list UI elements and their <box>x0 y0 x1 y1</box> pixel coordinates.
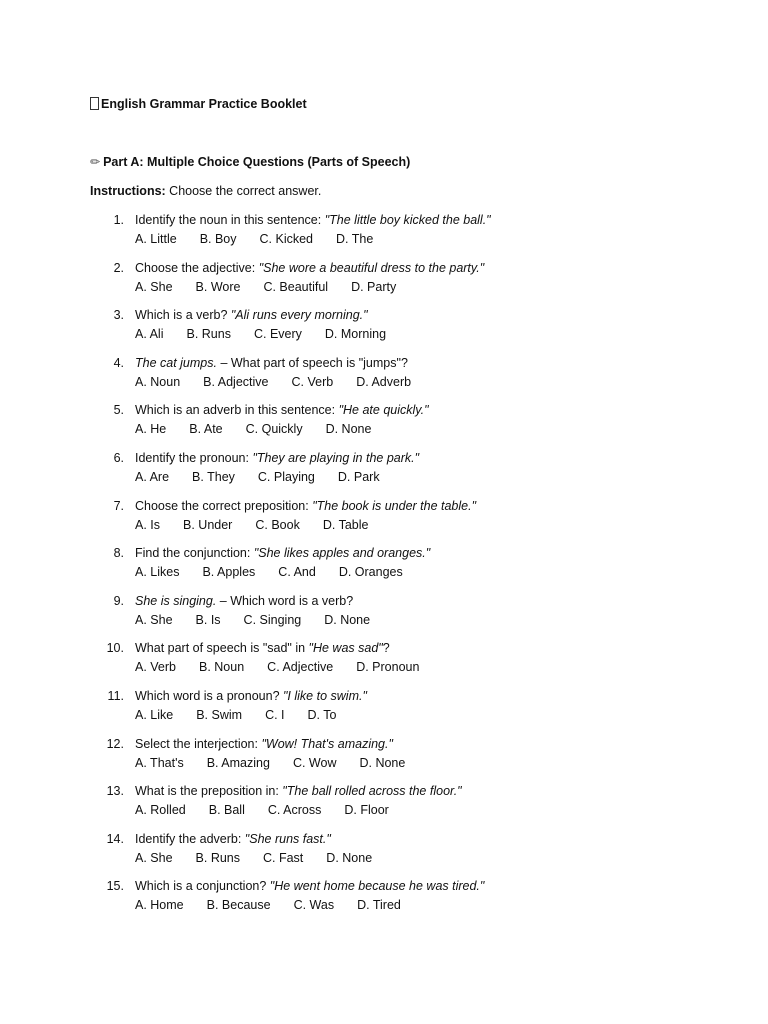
question-stem <box>135 306 678 324</box>
question-text: Which is a conjunction? <box>135 879 270 894</box>
answer-option: A. Little <box>135 232 177 246</box>
answer-option: A. She <box>135 850 173 865</box>
question-number: 11. <box>107 688 124 703</box>
answer-option: A. Noun <box>135 374 181 389</box>
answer-option: C. Was <box>293 898 335 913</box>
doc-title <box>90 95 678 113</box>
answer-option: C. Playing <box>257 469 315 484</box>
question-quote: "They are playing in the park." <box>252 450 420 465</box>
answer-option: D. None <box>359 755 406 770</box>
answer-option: C. Every <box>253 327 302 342</box>
pencil-icon: ✏ <box>90 155 101 169</box>
answer-option: B. Adjective <box>203 374 269 389</box>
answer-option: D. Floor <box>344 803 389 818</box>
answer-option: B. They <box>192 469 235 484</box>
question-text: Choose the correct preposition: <box>135 498 313 513</box>
answer-option: A. Verb <box>135 660 176 675</box>
question-text-tail: – What part of speech is "jumps"? <box>216 355 408 370</box>
question-item <box>90 877 678 925</box>
question-quote: "He went home because he was tired." <box>269 879 485 894</box>
question-text: Identify the adverb: <box>135 831 245 846</box>
answer-option: C. I <box>265 707 285 722</box>
answer-options <box>135 516 678 534</box>
question-text: Identify the pronoun: <box>135 450 253 465</box>
answer-option: C. Singing <box>243 612 302 627</box>
question-item <box>90 687 678 735</box>
question-item <box>90 639 678 687</box>
answer-option: A. Are <box>135 469 170 484</box>
question-item <box>90 830 678 878</box>
question-number: 10. <box>106 641 124 656</box>
answer-options <box>135 278 678 296</box>
answer-option: B. Because <box>206 898 271 913</box>
question-item <box>90 259 678 307</box>
answer-option: A. Ali <box>135 327 164 342</box>
answer-option: A. Rolled <box>135 803 186 818</box>
question-text: Select the interjection: <box>135 736 262 751</box>
answer-options <box>135 896 678 914</box>
question-stem <box>135 782 678 800</box>
answer-option: B. Ball <box>208 803 245 818</box>
answer-option: B. Boy <box>199 232 237 246</box>
question-stem <box>135 639 678 657</box>
question-number: 7. <box>113 498 124 513</box>
question-quote: "The little boy kicked the ball." <box>324 213 491 227</box>
answer-options <box>135 563 678 581</box>
question-quote: "I like to swim." <box>283 688 367 703</box>
question-number: 9. <box>113 593 124 608</box>
answer-option: A. Like <box>135 707 174 722</box>
answer-option: C. And <box>278 565 316 580</box>
answer-option: C. Book <box>255 517 300 532</box>
answer-option: C. Kicked <box>259 232 314 246</box>
answer-options <box>135 420 678 438</box>
answer-option: C. Across <box>267 803 322 818</box>
question-item <box>90 497 678 545</box>
question-number: 4. <box>113 355 124 370</box>
answer-option: B. Wore <box>195 279 241 294</box>
answer-option: D. Tired <box>357 898 401 913</box>
answer-option: D. Pronoun <box>356 660 420 675</box>
answer-option: D. Morning <box>324 327 387 342</box>
answer-option: D. Park <box>337 469 380 484</box>
answer-option: D. Party <box>351 279 397 294</box>
question-number: 1. <box>113 213 124 227</box>
section-title-text: Part A: Multiple Choice Questions (Parts of Speech) <box>103 155 411 169</box>
answer-options <box>135 801 678 819</box>
instructions-label: Instructions: <box>90 184 166 198</box>
question-number: 6. <box>113 450 124 465</box>
question-quote: "The ball rolled across the floor." <box>282 784 462 799</box>
question-item <box>90 306 678 354</box>
question-stem <box>135 449 678 467</box>
question-text: Find the conjunction: <box>135 546 254 561</box>
question-number: 12. <box>106 736 124 751</box>
question-number: 14. <box>106 831 124 846</box>
answer-options <box>135 373 678 391</box>
question-stem <box>135 354 678 372</box>
answer-option: A. Home <box>135 898 184 913</box>
question-stem <box>135 497 678 515</box>
answer-option: B. Noun <box>199 660 245 675</box>
question-text-tail: – Which word is a verb? <box>216 593 354 608</box>
answer-option: D. Table <box>322 517 369 532</box>
instructions-text: Choose the correct answer. <box>165 184 322 198</box>
question-stem <box>135 544 678 562</box>
question-quote: She is singing. <box>135 593 217 608</box>
answer-option: C. Quickly <box>245 422 303 437</box>
question-text: What part of speech is "sad" in <box>135 641 309 656</box>
question-quote: "She runs fast." <box>244 831 331 846</box>
question-item <box>90 401 678 449</box>
answer-option: C. Wow <box>292 755 337 770</box>
question-text: Which is a verb? <box>135 308 231 323</box>
answer-option: B. Runs <box>195 850 240 865</box>
instructions <box>90 182 678 200</box>
question-number: 2. <box>113 260 124 275</box>
answer-option: B. Amazing <box>206 755 270 770</box>
question-text: Choose the adjective: <box>135 260 259 275</box>
answer-option: B. Swim <box>196 707 243 722</box>
question-text: What is the preposition in: <box>135 784 283 799</box>
answer-option: D. None <box>326 850 373 865</box>
question-item <box>90 354 678 402</box>
answer-option: A. Likes <box>135 565 180 580</box>
question-number: 8. <box>113 546 124 561</box>
answer-options <box>135 849 678 867</box>
answer-option: C. Beautiful <box>263 279 329 294</box>
question-item <box>90 735 678 783</box>
answer-option: B. Apples <box>202 565 256 580</box>
answer-options <box>135 611 678 629</box>
question-quote: "She wore a beautiful dress to the party." <box>258 260 485 275</box>
question-text-tail: ? <box>382 641 390 656</box>
answer-option: B. Under <box>183 517 233 532</box>
question-stem <box>135 259 678 277</box>
question-item <box>90 782 678 830</box>
doc-title-text: English Grammar Practice Booklet <box>101 97 307 111</box>
question-number: 5. <box>113 403 124 418</box>
answer-option: A. That's <box>135 755 184 770</box>
question-item <box>90 211 678 259</box>
question-item <box>90 544 678 592</box>
question-text: Which is an adverb in this sentence: <box>135 403 339 418</box>
question-stem <box>135 687 678 705</box>
answer-option: D. None <box>324 612 371 627</box>
answer-options <box>135 230 678 248</box>
answer-option: C. Verb <box>291 374 334 389</box>
question-stem <box>135 735 678 753</box>
question-stem <box>135 401 678 419</box>
question-stem <box>135 592 678 610</box>
answer-options <box>135 658 678 676</box>
answer-options <box>135 754 678 772</box>
question-quote: "Wow! That's amazing." <box>261 736 393 751</box>
question-stem <box>135 830 678 848</box>
question-stem <box>135 211 678 229</box>
question-quote: "He was sad" <box>308 641 383 656</box>
answer-option: C. Fast <box>263 850 304 865</box>
answer-option: D. Adverb <box>356 374 412 389</box>
answer-option: D. Oranges <box>338 565 403 580</box>
answer-option: A. She <box>135 279 173 294</box>
answer-option: D. None <box>325 422 372 437</box>
answer-options <box>135 706 678 724</box>
answer-option: A. He <box>135 422 167 437</box>
answer-options <box>135 325 678 343</box>
question-quote: "The book is under the table." <box>312 498 477 513</box>
question-number: 3. <box>113 308 124 323</box>
question-quote: "He ate quickly." <box>338 403 429 418</box>
question-quote: "Ali runs every morning." <box>230 308 368 323</box>
answer-option: A. Is <box>135 517 161 532</box>
answer-option: B. Ate <box>189 422 223 437</box>
question-list <box>90 211 678 925</box>
question-text: Which word is a pronoun? <box>135 688 283 703</box>
question-number: 15. <box>106 879 124 894</box>
answer-option: C. Adjective <box>267 660 334 675</box>
section-title <box>90 153 678 171</box>
question-item <box>90 449 678 497</box>
answer-options <box>135 468 678 486</box>
answer-option: D. The <box>336 232 374 246</box>
question-stem <box>135 877 678 895</box>
question-item <box>90 592 678 640</box>
missing-glyph-icon <box>90 97 99 110</box>
answer-option: A. She <box>135 612 173 627</box>
answer-option: B. Runs <box>186 327 231 342</box>
question-quote: The cat jumps. <box>135 355 217 370</box>
question-number: 13. <box>106 784 124 799</box>
answer-option: D. To <box>307 707 337 722</box>
question-quote: "She likes apples and oranges." <box>253 546 431 561</box>
answer-option: B. Is <box>195 612 221 627</box>
question-text: Identify the noun in this sentence: <box>135 213 325 227</box>
